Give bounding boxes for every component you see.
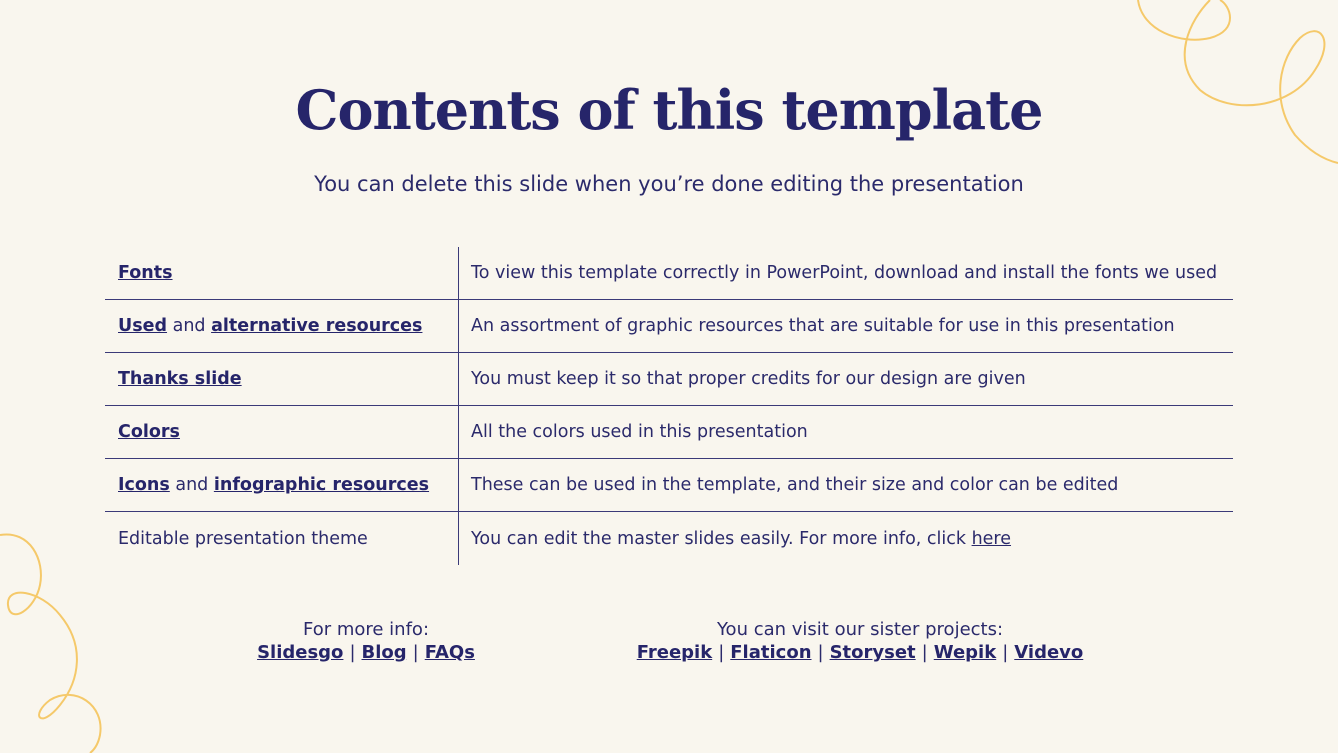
footer-link-freepik[interactable]: Freepik [636,642,713,663]
footer-sister-projects-links [637,642,1084,663]
topic-link[interactable]: Fonts [118,263,173,283]
link-separator: | [349,642,356,663]
footer-link-flaticon[interactable]: Flaticon [730,642,812,663]
table-row [105,300,1233,353]
footer-more-info-label: For more info: [302,619,430,640]
footer-link-slidesgo[interactable]: Slidesgo [257,642,344,663]
footer-link-blog[interactable]: Blog [361,642,407,663]
table-cell-topic [105,300,459,352]
link-separator: | [718,642,725,663]
here-link[interactable]: here [971,528,1012,549]
table-row [105,247,1233,300]
footer-link-videvo[interactable]: Videvo [1014,642,1084,663]
link-separator: | [817,642,824,663]
link-separator: | [1002,642,1009,663]
table-cell-description [459,422,1233,442]
topic-link[interactable]: alternative resources [211,316,423,336]
description-text: You can edit the master slides easily. For more info, click [471,528,972,549]
contents-table [105,247,1233,565]
description-text: All the colors used in this presentation [471,422,808,442]
topic-link[interactable]: Colors [118,422,180,442]
footer-more-info-links [257,642,475,663]
footer-sister-projects-label: You can visit our sister projects: [716,619,1004,640]
footer-more-info [246,618,486,664]
table-cell-topic [105,247,459,299]
table-cell-topic [105,512,459,565]
description-text: To view this template correctly in PowerPoint, download and install the fonts we used [471,263,1218,283]
table-cell-topic [105,406,459,458]
table-cell-description [459,316,1233,336]
table-cell-description [459,369,1233,389]
table-row [105,512,1233,565]
topic-text: and [167,316,212,336]
topic-text: and [169,475,214,495]
table-cell-description [459,263,1233,283]
table-row [105,459,1233,512]
description-text: You must keep it so that proper credits for our design are given [471,369,1026,389]
link-separator: | [412,642,419,663]
table-cell-description [459,475,1233,495]
topic-link[interactable]: infographic resources [213,475,430,495]
table-row [105,406,1233,459]
description-text: These can be used in the template, and their size and color can be edited [471,475,1119,495]
topic-link[interactable]: Used [118,316,168,336]
table-cell-topic [105,353,459,405]
footer-link-wepik[interactable]: Wepik [933,642,997,663]
topic-link[interactable]: Thanks slide [118,369,242,389]
topic-text: Editable presentation theme [118,528,368,549]
page-title: Contents of this template [295,78,1043,142]
table-cell-description [459,529,1233,549]
link-separator: | [921,642,928,663]
footer-link-storyset[interactable]: Storyset [829,642,916,663]
doodle-bottom-left-decoration [0,530,110,753]
footer-link-faqs[interactable]: FAQs [424,642,475,663]
footer-sister-projects [620,618,1100,664]
table-cell-topic [105,459,459,511]
topic-link[interactable]: Icons [118,475,170,495]
page-subtitle: You can delete this slide when you’re done editing the presentation [314,172,1024,196]
table-row [105,353,1233,406]
description-text: An assortment of graphic resources that are suitable for use in this presentation [471,316,1175,336]
